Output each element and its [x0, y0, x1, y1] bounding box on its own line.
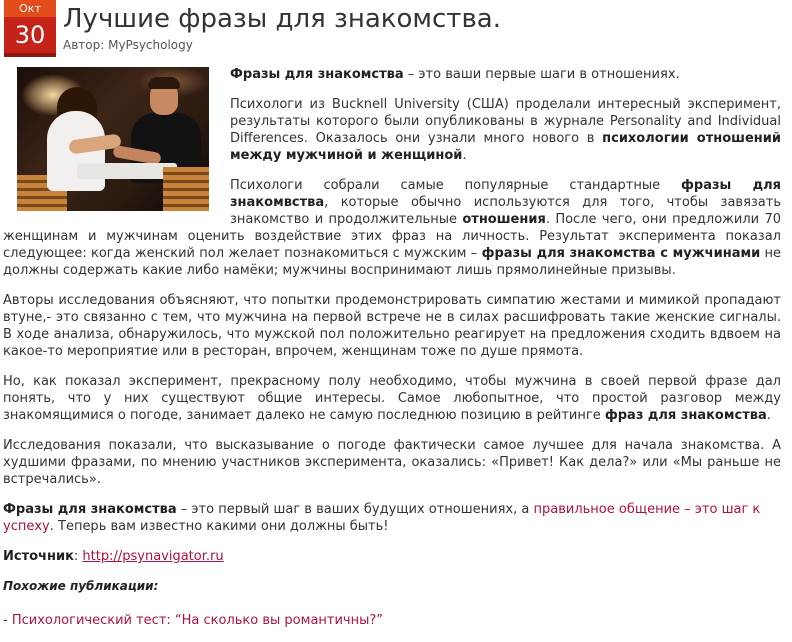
- related-heading-line: [3, 578, 781, 595]
- paragraph-text: Авторы исследования объясняют, что попытки продемонстрировать симпатию жестами и мимикой пропадают втуне,- это связанно с тем, что мужчина на первой встрече не в силах расшифровать такие женские сигналы. В ходе анализа, обнаружилось, что мужской пол положительно реагирует на предложения сходить вдвоем на какое-то мероприятие или в ресторан, впрочем, женщинам тоже по душе прямота.: [3, 293, 781, 359]
- paragraph-text: Психологи из Bucknell University (США) проделали интересный эксперимент, результаты которого были опубликованы в журнале Personality and Individual Differences. Оказалось они узнали много нового в: [230, 97, 781, 146]
- related-item-link[interactable]: Психологический тест: “На сколько вы романтичны?”: [11, 613, 384, 628]
- paragraph-text: .: [766, 408, 771, 423]
- paragraph-text: Исследования показали, что высказывание о погоде фактически самое лучшее для начала знакомства. А худшими фразами, по мнению участников эксперимента, оказались: «Привет! Как дела?» или «Мы раньше не встречались».: [3, 438, 781, 487]
- source-line: [3, 548, 781, 565]
- couple-photo: [17, 67, 209, 211]
- source-link[interactable]: http://psynavigator.ru: [82, 549, 224, 564]
- paragraph-text: .: [462, 148, 467, 163]
- source-separator: :: [73, 549, 83, 564]
- paragraph-conclusion: [3, 501, 781, 535]
- related-item: [3, 612, 781, 629]
- keyword-highlight: фраз для знакомства: [604, 408, 767, 423]
- paragraph-experiment: [3, 373, 781, 424]
- paragraph-text: Но, как показал эксперимент, прекрасному полу необходимо, чтобы мужчина в своей первой фразе дал понять, что у них существуют общие интересы. Самое любопытное, что простой разговор между знакомящимися о погоде, занимает далеко не самую последнюю позицию в рейтинге: [3, 374, 781, 423]
- communication-link[interactable]: правильное общение – это шаг к успеху: [3, 502, 761, 534]
- paragraph-text: – это ваши первые шаги в отношениях.: [403, 67, 680, 82]
- paragraph-findings: [3, 437, 781, 488]
- date-month: Окт: [4, 0, 56, 17]
- post-content: [3, 66, 781, 642]
- keyword-highlight: фразы для знакомства с мужчинами: [481, 246, 761, 261]
- keyword-highlight: Фразы для знакомства: [230, 67, 404, 82]
- date-day: 30: [4, 17, 56, 57]
- paragraph-text: , которые обычно используются для того, чтобы завязать знакомство и продолжительные: [230, 195, 781, 227]
- related-item-prefix: -: [3, 613, 12, 628]
- keyword-highlight: отношения: [462, 212, 546, 227]
- paragraph-text: Психологи собрали самые популярные стандартные: [230, 178, 682, 193]
- paragraph-text: . Теперь вам известно какими они должны быть!: [49, 519, 389, 534]
- post-title[interactable]: Лучшие фразы для знакомства.: [63, 4, 501, 34]
- keyword-highlight: Фразы для знакомства: [3, 502, 177, 517]
- paragraph-text: . После чего, они предложили 70 женщинам и мужчинам оценить воздействие этих фраз на личность. Результат эксперимента показал следующее: когда женский пол желает познакомиться с мужским –: [3, 212, 782, 261]
- paragraph-authors: [3, 292, 781, 360]
- paragraph-text: – это первый шаг в ваших будущих отношениях, а: [176, 502, 534, 517]
- related-heading: Похожие публикации:: [3, 579, 159, 593]
- source-label: Источник: [3, 549, 74, 564]
- keyword-highlight: фразы для знакомвства: [230, 178, 781, 210]
- post-author: Автор: MyPsychology: [63, 38, 193, 52]
- date-badge: [4, 0, 56, 57]
- keyword-highlight: психологии отношений между мужчиной и женщиной: [230, 131, 781, 163]
- paragraph-text: не должны содержать какие либо намёки; мужчины воспринимают лишь прямолинейные призывы.: [3, 246, 781, 278]
